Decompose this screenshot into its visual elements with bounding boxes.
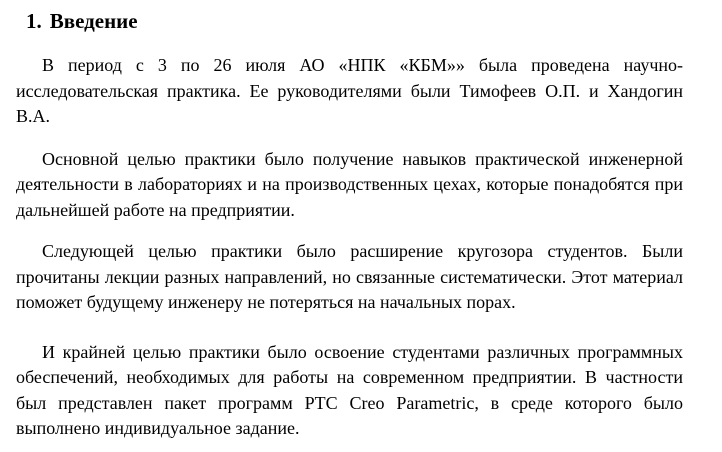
section-heading <box>26 6 683 36</box>
paragraph-intro: В период с 3 по 26 июля АО «НПК «КБМ»» была проведена научно-исследовательская практика. Ее руководителями были Тимофеев О.П. и Хандогин В.А. <box>16 55 683 126</box>
paragraph-final-goal: И крайней целью практики было освоение студентами различных программных обеспечений, необходимых для работы на современном предприятии. В частности был представлен пакет программ PTC Creo Parametric, в среде которого было выполнено индивидуальное задание. <box>16 341 683 438</box>
section-title: Введение <box>49 9 138 33</box>
paragraph-second-goal: Следующей целью практики было расширение кругозора студентов. Были прочитаны лекции разных направлений, но связанные систематически. Этот материал поможет будущему инженеру не потеряться на начальных порах. <box>16 241 683 312</box>
paragraph-main-goal: Основной целью практики было получение навыков практической инженерной деятельности в лабораториях и на производственных цехах, которые понадобятся при дальнейшей работе на предприятии. <box>16 148 683 220</box>
section-number: 1. <box>26 9 42 33</box>
document-page <box>16 6 683 442</box>
